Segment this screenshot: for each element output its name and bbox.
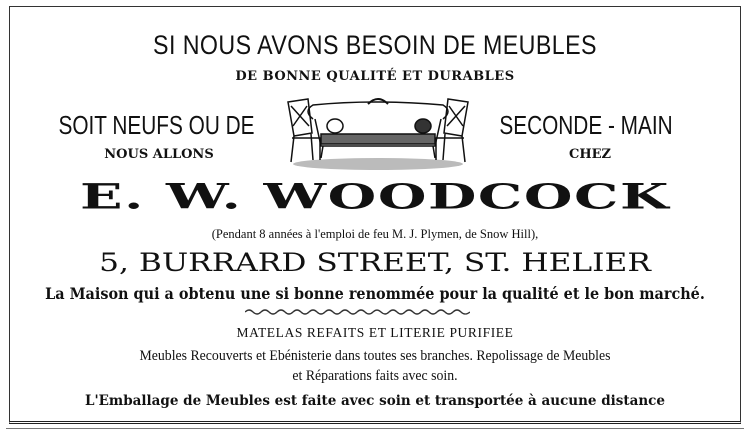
left-small-text: NOUS ALLONS <box>104 147 214 162</box>
packing-line: L'Emballage de Meubles est faite avec soin et transportée à aucune distance <box>85 393 665 409</box>
subheadline: DE BONNE QUALITÉ ET DURABLES <box>235 69 515 84</box>
right-small-text: CHEZ <box>568 147 612 162</box>
right-large-text: SECONDE - MAIN <box>499 110 673 140</box>
sofa-chairs-illustration <box>283 94 473 172</box>
reputation-line: La Maison qui a obtenu une si bonne renommée pour la qualité et le bon marché. <box>45 284 705 303</box>
address: 5, BURRARD STREET, ST. HELIER <box>99 248 651 277</box>
employment-note: (Pendant 8 années à l'emploi de feu M. J. Plymen, de Snow Hill), <box>211 227 539 241</box>
wavy-divider <box>245 308 470 316</box>
headline: SI NOUS AVONS BESOIN DE MEUBLES <box>153 30 597 60</box>
merchant-name: E. W. WOODCOCK <box>79 177 671 217</box>
services-line-2: et Réparations faits avec soin. <box>292 368 458 384</box>
left-large-text: SOIT NEUFS OU DE <box>58 110 255 140</box>
services-line-1: Meubles Recouverts et Ebénisterie dans toutes ses branches. Repolissage de Meubles <box>139 348 611 364</box>
service-heading: MATELAS REFAITS ET LITERIE PURIFIEE <box>236 325 514 340</box>
bottom-rule <box>6 428 744 429</box>
